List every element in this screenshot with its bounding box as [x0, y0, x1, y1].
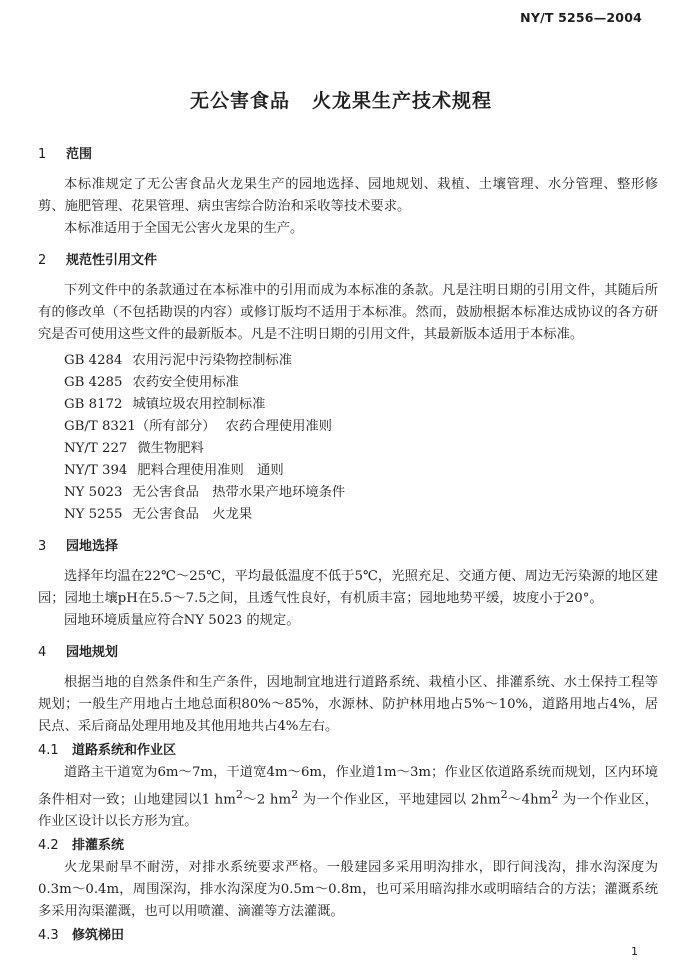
section-4-heading: [38, 642, 658, 664]
paragraph: 道路主干道宽为6m～7m，干道宽4m～6m，作业道1m～3m；作业区依道路系统而规划，区内环境条件相对一致；山地建园以1 $hm^2\sim 2$ $hm^2$ 为一个作业区，平地建园以 $2hm^2\sim 4hm^2$ 为一个作业区，作业区设计以长方形为宜。: [38, 765, 659, 830]
title-part-1: 无公害食品: [189, 90, 290, 112]
document-title: [0, 86, 682, 113]
reference-item: NY 5255 无公害食品 火龙果: [64, 507, 253, 522]
reference-list: [38, 350, 658, 526]
standard-code: NY/T 5256—2004: [520, 10, 642, 25]
paragraph: 选择年均温在22℃～25℃，平均最低温度不低于5℃，光照充足、交通方便、周边无污染源的地区建园；园地土壤pH在5.5～7.5之间，且透气性良好，有机质丰富；园地地势平缓，坡度小于20°。: [38, 569, 658, 606]
section-number: 3: [38, 539, 47, 554]
paragraph: 本标准规定了无公害食品火龙果生产的园地选择、园地规划、栽植、土壤管理、水分管理、整形修剪、施肥管理、花果管理、病虫害综合防治和采收等技术要求。: [38, 177, 658, 214]
paragraph: 根据当地的自然条件和生产条件，因地制宜地进行道路系统、栽植小区、排灌系统、水土保持工程等规划；一般生产用地占土地总面积80%～85%，水源林、防护林用地占5%～10%，道路用地占4%，居民点、采后商品处理用地及其他用地共占4%左右。: [38, 675, 658, 734]
section-2-heading: [38, 250, 658, 272]
section-title: 范围: [66, 147, 93, 162]
reference-item: GB 8172 城镇垃圾农用控制标准: [64, 397, 266, 412]
title-part-2: 火龙果生产技术规程: [312, 90, 493, 112]
paragraph: 下列文件中的条款通过在本标准中的引用而成为本标准的条款。凡是注明日期的引用文件，其随后所有的修改单（不包括勘误的内容）或修订版均不适用于本标准。然而，鼓励根据本标准达成协议的各方研究是否可使用这些文件的最新版本。凡是不注明日期的引用文件，其最新版本适用于本标准。: [38, 283, 658, 342]
paragraph: 火龙果耐旱不耐涝，对排水系统要求严格。一般建园多采用明沟排水，即行间浅沟，排水沟深度为0.3m～0.4m，周围深沟，排水沟深度为0.5m～0.8m，也可采用暗沟排水或明暗结合的方法；灌溉系统多采用沟渠灌溉，也可以用喷灌、滴灌等方法灌溉。: [38, 860, 658, 920]
document-body: [38, 144, 658, 947]
paragraph: 本标准适用于全国无公害火龙果的生产。: [64, 221, 304, 236]
reference-item: GB 4284 农用污泥中污染物控制标准: [64, 353, 293, 368]
section-number: 1: [38, 147, 47, 162]
page-number: 1: [631, 945, 638, 958]
section-3-heading: [38, 536, 658, 558]
subsection-number: 4.2: [38, 838, 59, 854]
subsection-number: 4.1: [38, 743, 59, 758]
subsection-title: 道路系统和作业区: [72, 743, 177, 758]
section-number: 2: [38, 253, 47, 268]
section-title: 园地规划: [66, 645, 119, 660]
section-title: 规范性引用文件: [66, 253, 158, 268]
paragraph: 园地环境质量应符合NY 5023 的规定。: [64, 613, 300, 628]
section-number: 4: [38, 645, 47, 660]
subsection-4-1-heading: [38, 740, 658, 762]
subsection-title: 修筑梯田: [72, 928, 125, 944]
subsection-title: 排灌系统: [72, 838, 125, 854]
subsection-4-3-heading: [38, 925, 658, 947]
subsection-number: 4.3: [38, 928, 59, 944]
reference-item: NY/T 394 肥料合理使用准则 通则: [64, 463, 284, 478]
reference-item: GB 4285 农药安全使用标准: [64, 375, 239, 390]
reference-item: NY 5023 无公害食品 热带水果产地环境条件: [64, 485, 346, 500]
subsection-4-2-heading: [38, 835, 658, 857]
reference-item: NY/T 227 微生物肥料: [64, 441, 204, 456]
reference-item: GB/T 8321（所有部分） 农药合理使用准则: [64, 419, 332, 434]
section-title: 园地选择: [66, 539, 119, 554]
section-1-heading: [38, 144, 658, 166]
